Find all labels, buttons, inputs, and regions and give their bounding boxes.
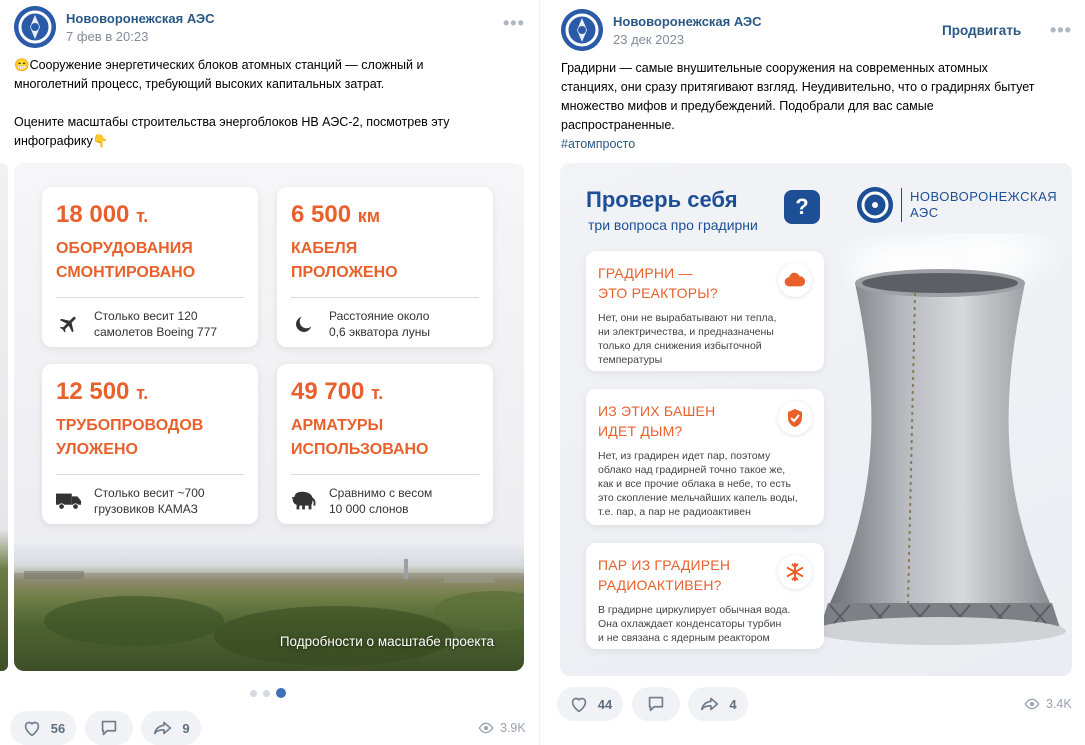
rosatom-logo-icon <box>561 9 603 51</box>
post-text-line: инфографику👇 <box>14 134 109 148</box>
stat-unit: т. <box>136 206 149 226</box>
question-title: РАДИОАКТИВЕН? <box>598 577 722 593</box>
answer-line: и не связана с ядерным реактором <box>598 632 770 644</box>
views-counter <box>1024 697 1072 711</box>
heart-icon <box>568 693 590 715</box>
answer-line: это скопление мельчайших капель воды, <box>598 492 798 504</box>
share-button[interactable] <box>688 687 748 721</box>
answer-line: температуры <box>598 354 663 366</box>
stat-unit: т. <box>371 383 384 403</box>
photo-caption: Подробности о масштабе проекта <box>279 634 494 649</box>
snowflake-icon <box>778 555 812 589</box>
comment-button[interactable] <box>632 687 680 721</box>
stat-desc: Сравнимо с весом <box>329 486 433 500</box>
group-avatar[interactable] <box>561 9 603 51</box>
answer-line: Нет, из градирен идет пар, поэтому <box>598 450 771 462</box>
answer-line: ни электричества, и предназначены <box>598 326 774 338</box>
stat-title: АРМАТУРЫ <box>291 417 384 434</box>
comment-icon <box>645 693 667 715</box>
post-text-line: станциях, они сразу притягивают взгляд. Неудивительно, что о градирнях бытует <box>561 80 1035 94</box>
share-count: 4 <box>729 696 737 712</box>
stat-unit: км <box>357 206 381 226</box>
question-card <box>586 389 824 525</box>
answer-line: только для снижения избыточной <box>598 340 762 352</box>
answer-line: Она охлаждает конденсаторы турбин <box>598 618 782 630</box>
post-text-line: распространенные. <box>561 118 675 132</box>
infographic-subtitle: три вопроса про градирни <box>588 217 758 233</box>
cooling-tower-illustration <box>810 233 1072 676</box>
infographic-cooling-towers[interactable] <box>560 163 1072 676</box>
answer-line: т.е. пар, а пар не радиоактивен <box>598 506 751 518</box>
eye-icon <box>1024 698 1040 710</box>
stat-value: 12 500 <box>56 378 130 405</box>
question-title: ИДЕТ ДЫМ? <box>598 423 683 439</box>
views-count: 3.4K <box>1046 697 1072 711</box>
stat-value: 49 700 <box>291 378 365 405</box>
stat-desc: Расстояние около <box>329 309 430 323</box>
post-text-line: множество мифов и предубеждений. Подобрали для вас самые <box>561 99 934 113</box>
promote-button[interactable]: Продвигать <box>942 23 1022 38</box>
views-count: 3.9K <box>500 721 526 735</box>
stat-desc: 10 000 слонов <box>329 502 409 516</box>
infographic-title: Проверь себя <box>586 187 738 212</box>
stat-desc: самолетов Boeing 777 <box>94 325 218 339</box>
question-title: ИЗ ЭТИХ БАШЕН <box>598 403 716 419</box>
question-mark-icon: ? <box>784 190 820 224</box>
post-text <box>561 59 1034 154</box>
question-title: ПАР ИЗ ГРАДИРЕН <box>598 557 731 573</box>
stat-desc: 0,6 экватора луны <box>329 325 431 339</box>
shield-check-icon <box>778 401 812 435</box>
stat-title: УЛОЖЕНО <box>56 441 138 458</box>
author-name[interactable]: Нововоронежская АЭС <box>613 14 762 29</box>
more-options-icon[interactable]: ••• <box>503 13 525 33</box>
stat-desc: Столько весит ~700 <box>94 486 205 500</box>
stat-title: СМОНТИРОВАНО <box>56 264 196 281</box>
post-text-line: Градирни — самые внушительные сооружения на современных атомных <box>561 61 988 75</box>
rosatom-logo-icon <box>857 187 893 223</box>
post-text-line: многолетний процесс, требующий высоких капитальных затрат. <box>14 77 385 91</box>
stat-value: 18 000 <box>56 201 130 228</box>
question-title: ГРАДИРНИ — <box>598 265 693 281</box>
post-text-line: 😁Сооружение энергетических блоков атомных станций — сложный и <box>14 58 424 72</box>
stat-unit: т. <box>136 383 149 403</box>
post-date[interactable]: 23 дек 2023 <box>613 32 685 47</box>
stat-title: КАБЕЛЯ <box>291 240 358 257</box>
hashtag-link[interactable]: #атомпросто <box>561 137 636 151</box>
stat-desc: Столько весит 120 <box>94 309 198 323</box>
question-title: ЭТО РЕАКТОРЫ? <box>598 285 718 301</box>
stat-title: ПРОЛОЖЕНО <box>291 264 398 281</box>
brand-block <box>857 187 1057 223</box>
more-options-icon[interactable]: ••• <box>1050 20 1072 40</box>
like-count: 44 <box>597 696 613 712</box>
question-card <box>586 251 824 371</box>
answer-line: как и все прочие облака в небе, то есть <box>598 478 791 490</box>
share-icon <box>699 693 721 715</box>
share-count: 9 <box>182 720 190 736</box>
stat-title: ТРУБОПРОВОДОВ <box>56 417 204 434</box>
author-name[interactable]: Нововоронежская АЭС <box>66 11 215 26</box>
like-count: 56 <box>50 720 66 736</box>
post-date[interactable]: 7 фев в 20:23 <box>66 29 149 44</box>
post-text-line: Оцените масштабы строительства энергоблоков НВ АЭС-2, посмотрев эту <box>14 115 450 129</box>
answer-line: В градирне циркулирует обычная вода. <box>598 604 791 616</box>
answer-line: облако над градирней точно такое же, <box>598 464 786 476</box>
stat-value: 6 500 <box>291 201 352 228</box>
like-button[interactable] <box>557 687 623 721</box>
stat-title: ИСПОЛЬЗОВАНО <box>291 441 429 458</box>
answer-line: Нет, они не вырабатывают ни тепла, <box>598 312 777 324</box>
question-card <box>586 543 824 649</box>
stat-title: ОБОРУДОВАНИЯ <box>56 240 193 257</box>
cloud-icon <box>778 263 812 297</box>
brand-name: НОВОВОРОНЕЖСКАЯ <box>910 189 1058 204</box>
stat-desc: грузовиков КАМАЗ <box>94 502 198 516</box>
brand-name: АЭС <box>910 205 939 220</box>
